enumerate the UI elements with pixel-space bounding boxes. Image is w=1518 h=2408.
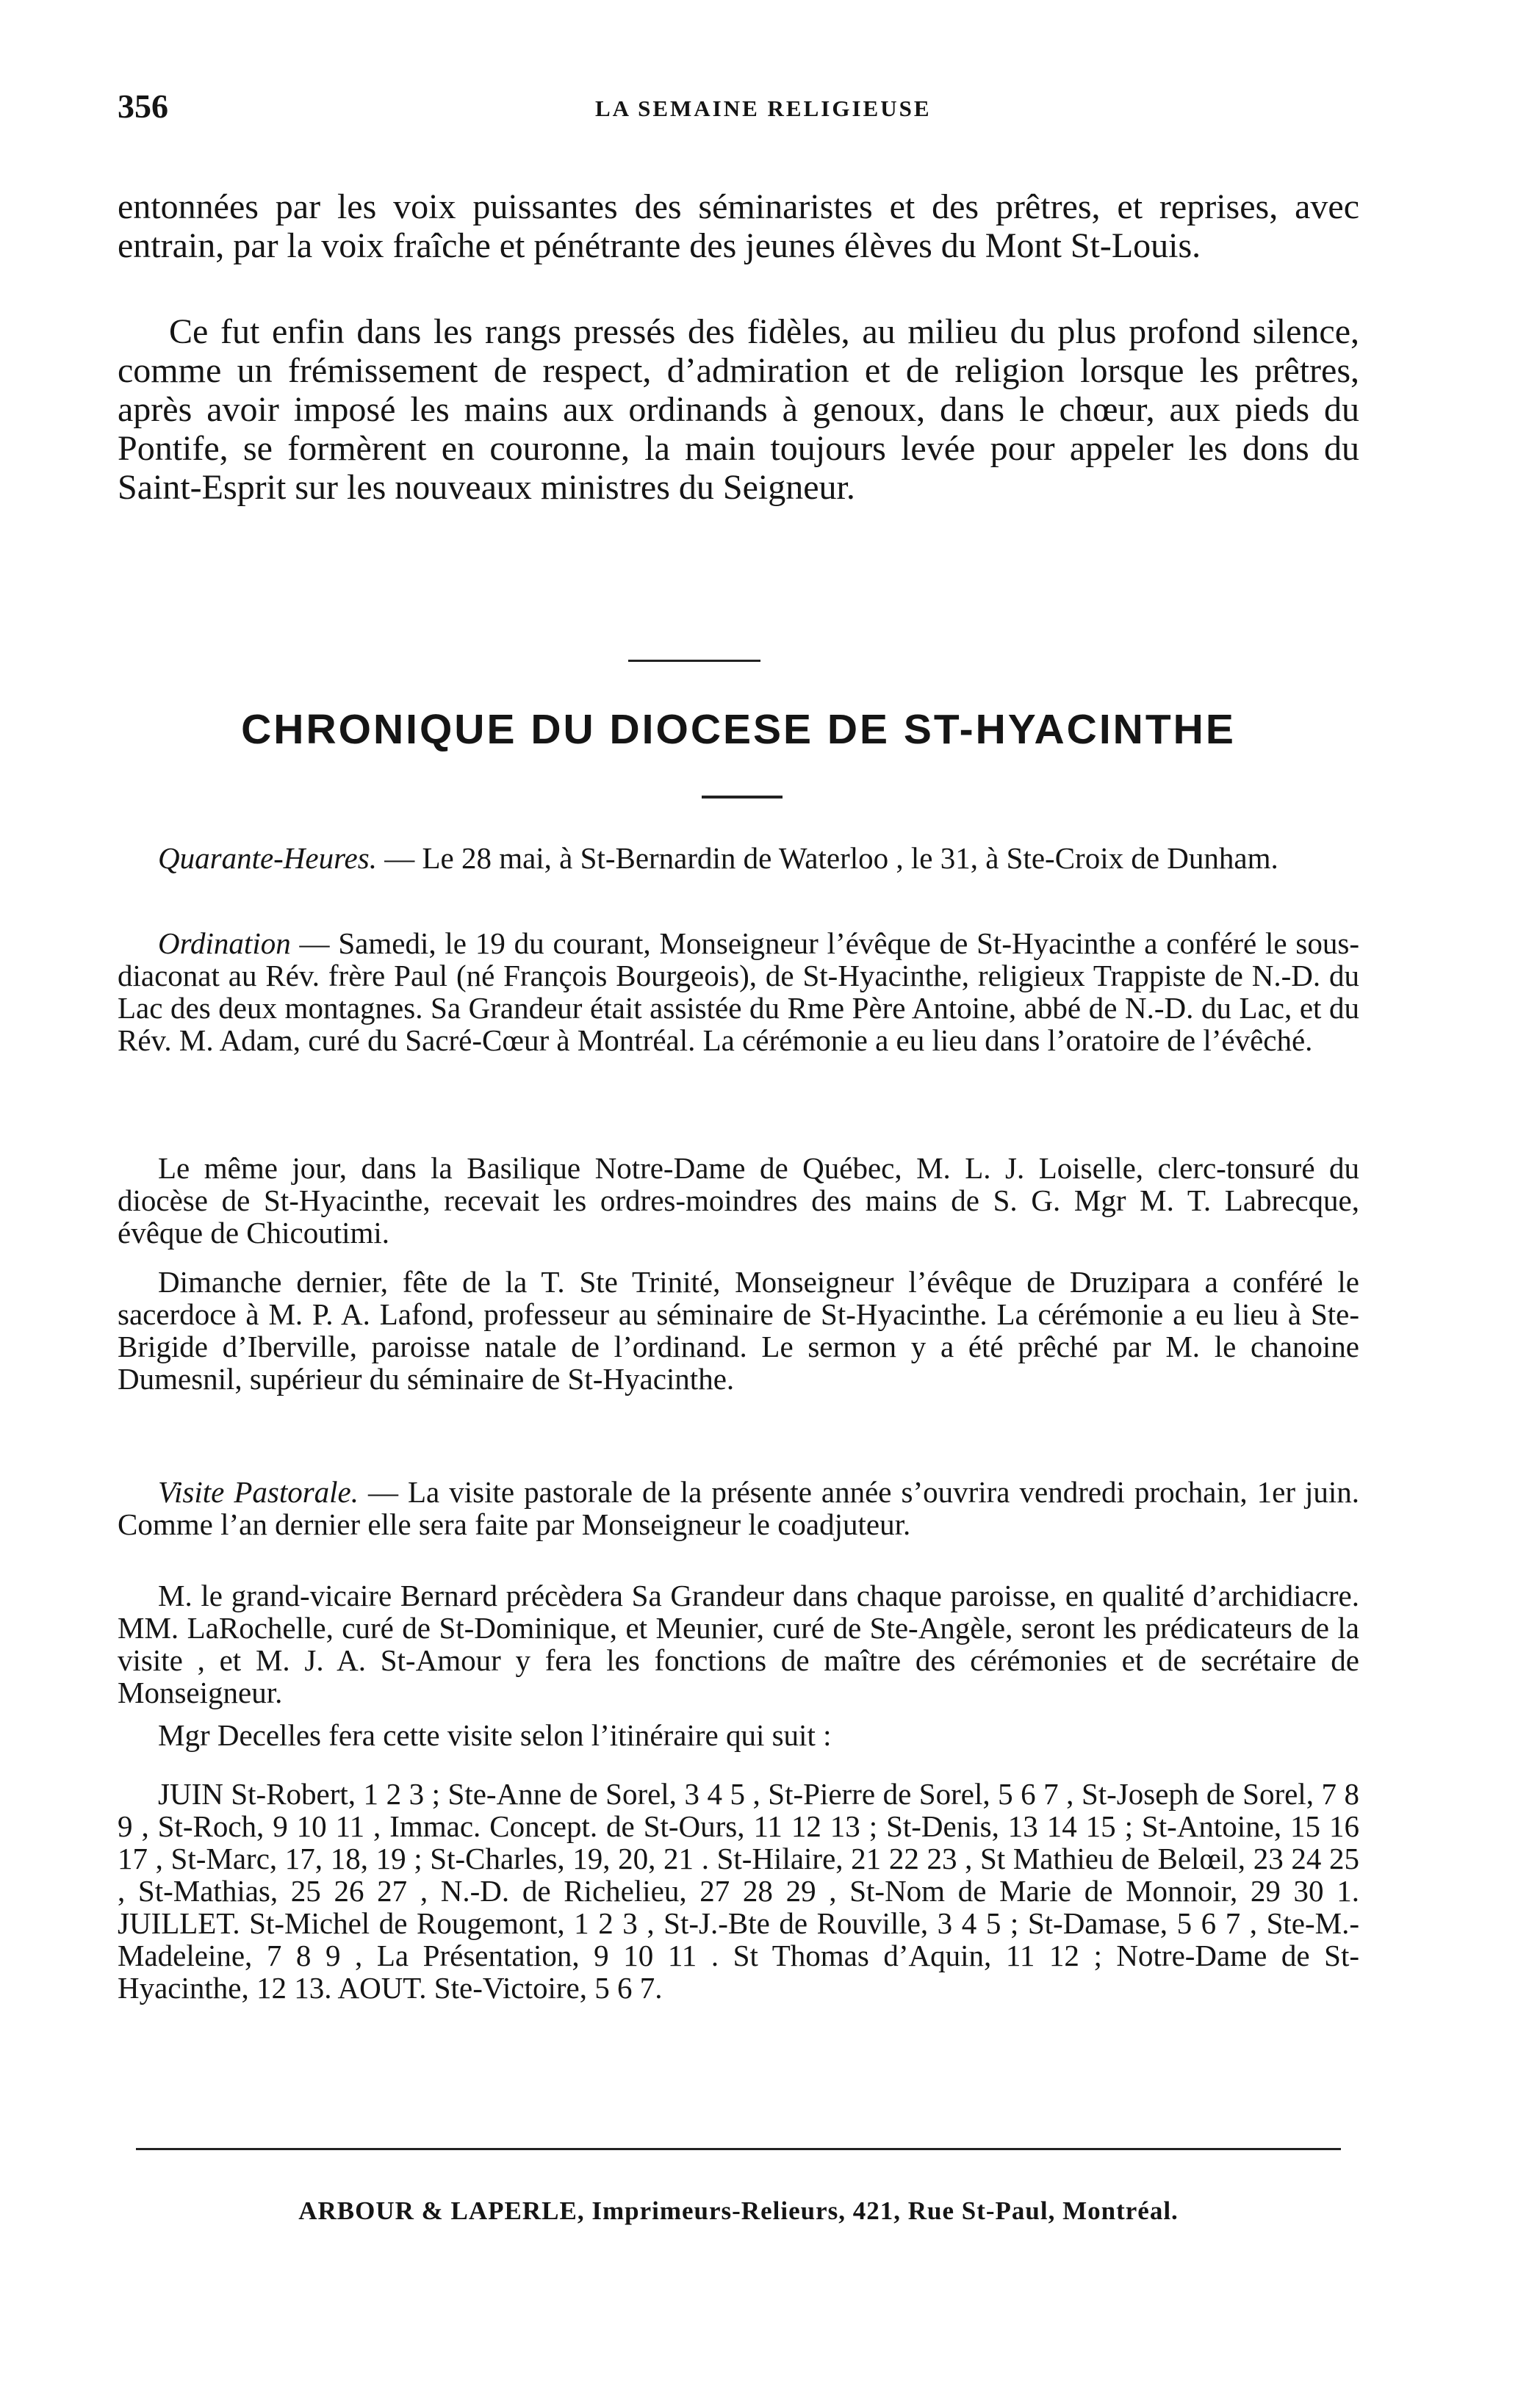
entry-itineraire: Mgr Decelles fera cette visite selon l’itinéraire qui suit : bbox=[158, 1718, 832, 1752]
section-divider-top bbox=[628, 660, 760, 662]
section-divider-middle bbox=[702, 796, 783, 799]
printer-credit: ARBOUR & LAPERLE, Imprimeurs-Relieurs, 421, Rue St-Paul, Montréal. bbox=[298, 2196, 1179, 2225]
entry-quarante-heures bbox=[118, 842, 1359, 874]
footer-divider bbox=[136, 2148, 1341, 2150]
entry-label-quarante-heures: Quarante-Heures. bbox=[158, 841, 377, 875]
entry-lafond: Dimanche dernier, fête de la T. Ste Trinité, Monseigneur l’évêque de Druzipara a conféré le sacerdoce à M. P. A. Lafond, professeur au séminaire de St-Hyacinthe. La cérémonie a eu lieu à Ste-Brigide d’Iberville, paroisse natale de l’ordinand. Le sermon y a été prêché par M. le chanoine Dumesnil, supérieur du séminaire de St-Hyacinthe. bbox=[118, 1265, 1359, 1396]
page-header bbox=[118, 87, 1337, 138]
entry-text-ordination: — Samedi, le 19 du courant, Monseigneur l’évêque de St-Hyacinthe a conféré le sous-diaconat au Rév. frère Paul (né François Bourgeois), de St-Hyacinthe, religieux Trappiste de N.-D. du Lac des deux montagnes. Sa Grandeur était assistée du Rme Père Antoine, abbé de N.-D. du Lac, et du Rév. M. Adam, curé du Sacré-Cœur à Montréal. La cérémonie a eu lieu dans l’oratoire de l’évêché. bbox=[118, 926, 1359, 1057]
running-title: LA SEMAINE RELIGIEUSE bbox=[595, 95, 932, 121]
section-title: CHRONIQUE DU DIOCESE DE ST-HYACINTHE bbox=[241, 706, 1236, 753]
intro-paragraph-1: entonnées par les voix puissantes des séminaristes et des prêtres, et reprises, avec entrain, par la voix fraîche et pénétrante des jeunes élèves du Mont St-Louis. bbox=[118, 187, 1359, 265]
entry-schedule: JUIN St-Robert, 1 2 3 ; Ste-Anne de Sorel, 3 4 5 , St-Pierre de Sorel, 5 6 7 , St-Joseph de Sorel, 7 8 9 , St-Roch, 9 10 11 , Immac. Concept. de St-Ours, 11 12 13 ; St-Denis, 13 14 15 ; St-Antoine, 15 16 17 , St-Marc, 17, 18, 19 ; St-Charles, 19, 20, 21 . St-Hilaire, 21 22 23 , St Mathieu de Belœil, 23 24 25 , St-Mathias, 25 26 27 , N.-D. de Richelieu, 27 28 29 , St-Nom de Marie de Monnoir, 29 30 1. JUILLET. St-Michel de Rougemont, 1 2 3 , St-J.-Bte de Rouville, 3 4 5 ; St-Damase, 5 6 7 , Ste-M.-Madeleine, 7 8 9 , La Présentation, 9 10 11 . St Thomas d’Aquin, 11 12 ; Notre-Dame de St-Hyacinthe, 12 13. AOUT. Ste-Victoire, 5 6 7. bbox=[118, 1777, 1359, 2005]
entry-text-quarante-heures: — Le 28 mai, à St-Bernardin de Waterloo , le 31, à Ste-Croix de Dunham. bbox=[376, 841, 1278, 875]
entry-bernard: M. le grand-vicaire Bernard précèdera Sa Grandeur dans chaque paroisse, en qualité d’archidiacre. MM. LaRochelle, curé de St-Dominique, et Meunier, curé de Ste-Angèle, seront les prédicateurs de la visite , et M. J. A. St-Amour y fera les fonctions de maître des cérémonies et de secrétaire de Monseigneur. bbox=[118, 1579, 1359, 1709]
intro-paragraph-2: Ce fut enfin dans les rangs pressés des fidèles, au milieu du plus profond silence, comme un frémissement de respect, d’admiration et de religion lorsque les prêtres, après avoir imposé les mains aux ordinands à genoux, dans le chœur, aux pieds du Pontife, se formèrent en couronne, la main toujours levée pour appeler les dons du Saint-Esprit sur les nouveaux ministres du Seigneur. bbox=[118, 312, 1359, 507]
page-number: 356 bbox=[118, 87, 168, 125]
entry-label-visite-pastorale: Visite Pastorale. bbox=[158, 1475, 359, 1509]
entry-ordination bbox=[118, 927, 1359, 1056]
entry-loiselle: Le même jour, dans la Basilique Notre-Dame de Québec, M. L. J. Loiselle, clerc-tonsuré du diocèse de St-Hyacinthe, recevait les ordres-moindres des mains de S. G. Mgr M. T. Labrecque, évêque de Chicoutimi. bbox=[118, 1151, 1359, 1250]
entry-text-visite-pastorale: — La visite pastorale de la présente année s’ouvrira vendredi prochain, 1er juin. Comme l’an dernier elle sera faite par Monseigneur le coadjuteur. bbox=[118, 1475, 1360, 1541]
entry-label-ordination: Ordination bbox=[158, 926, 291, 960]
entry-visite-pastorale bbox=[118, 1476, 1359, 1540]
